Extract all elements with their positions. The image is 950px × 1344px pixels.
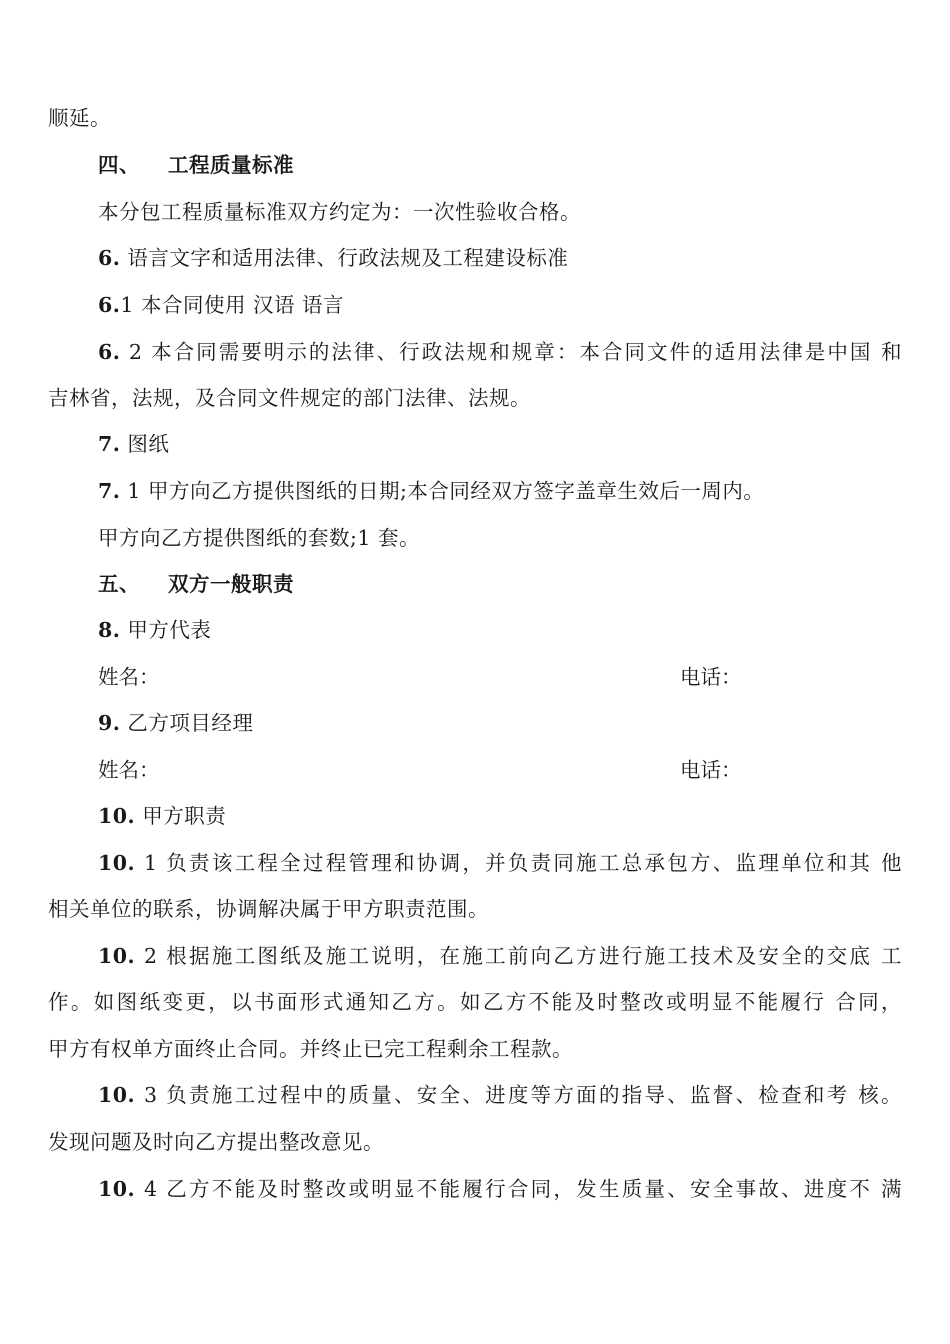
- text-line: [48, 104, 902, 132]
- phone-label: 电话：: [680, 758, 742, 782]
- paragraph-text: 甲方有权单方面终止合同。并终止已完工程剩余工程款。: [48, 1037, 573, 1061]
- clause-text: 1 本合同使用 汉语 语言: [120, 293, 344, 317]
- clause-number: 10.: [98, 944, 136, 968]
- clause-number: 7.: [98, 432, 121, 456]
- clause-text: 1 甲方向乙方提供图纸的日期;本合同经双方签字盖章生效后一周内。: [120, 479, 765, 503]
- clause-text: 甲方职责: [135, 804, 227, 828]
- clause-10: [98, 802, 902, 830]
- heading-number: 五、: [98, 572, 140, 596]
- clause-8: [98, 616, 902, 644]
- clause-text: 2 根据施工图纸及施工说明，在施工前向乙方进行施工技术及安全的交底 工: [135, 944, 902, 968]
- clause-number: 7.: [98, 479, 121, 503]
- heading-title: 工程质量标准: [168, 153, 294, 177]
- clause-number: 10.: [98, 804, 136, 828]
- clause-6-1: [98, 291, 902, 319]
- clause-text: 图纸: [120, 432, 170, 456]
- clause-text: 语言文字和适用法律、行政法规及工程建设标准: [120, 246, 569, 270]
- clause-10-2-cont2: [48, 1035, 902, 1063]
- clause-text: 4 乙方不能及时整改或明显不能履行合同，发生质量、安全事故、进度不 满: [135, 1177, 902, 1201]
- clause-10-1-cont: [48, 895, 902, 923]
- clause-number: 8.: [98, 618, 121, 642]
- paragraph-text: 发现问题及时向乙方提出整改意见。: [48, 1130, 384, 1154]
- paragraph-text: 甲方向乙方提供图纸的套数;1 套。: [98, 526, 420, 550]
- clause-number: 10.: [98, 1177, 136, 1201]
- heading-title: 双方一般职责: [168, 572, 294, 596]
- clause-text: 3 负责施工过程中的质量、安全、进度等方面的指导、监督、检查和考 核。: [135, 1083, 902, 1107]
- clause-text: 甲方代表: [120, 618, 212, 642]
- clause-7-1: [98, 477, 902, 505]
- clause-number: 6.: [98, 246, 121, 270]
- clause-text: 乙方项目经理: [120, 711, 254, 735]
- clause-number: 6.: [98, 293, 121, 317]
- clause-text: 2 本合同需要明示的法律、行政法规和规章：本合同文件的适用法律是中国 和: [120, 340, 902, 364]
- clause-number: 10.: [98, 1083, 136, 1107]
- paragraph-text: 相关单位的联系，协调解决属于甲方职责范围。: [48, 897, 489, 921]
- clause-6-2: [98, 338, 902, 366]
- name-label: 姓名：: [98, 758, 160, 782]
- paragraph-text: 本分包工程质量标准双方约定为：一次性验收合格。: [98, 200, 581, 224]
- clause-text: 1 负责该工程全过程管理和协调，并负责同施工总承包方、监理单位和其 他: [135, 851, 902, 875]
- text-line: [98, 198, 902, 226]
- section-heading-4: [98, 151, 902, 179]
- clause-number: 10.: [98, 851, 136, 875]
- clause-7-1-b: [98, 524, 902, 552]
- clause-10-3: [98, 1081, 902, 1109]
- clause-10-2-cont1: [48, 988, 902, 1016]
- clause-number: 9.: [98, 711, 121, 735]
- clause-10-4: [98, 1175, 902, 1203]
- paragraph-text: 吉林省，法规，及合同文件规定的部门法律、法规。: [48, 386, 531, 410]
- clause-10-3-cont: [48, 1128, 902, 1156]
- paragraph-text: 顺延。: [48, 106, 111, 130]
- paragraph-text: 作。如图纸变更，以书面形式通知乙方。如乙方不能及时整改或明显不能履行 合同，: [48, 990, 902, 1014]
- party-b-manager-fields: [98, 756, 902, 784]
- clause-6: [98, 244, 902, 272]
- clause-6-2-cont: [48, 384, 902, 412]
- clause-9: [98, 709, 902, 737]
- section-heading-5: [98, 570, 902, 598]
- party-a-rep-fields: [98, 663, 902, 691]
- clause-10-1: [98, 849, 902, 877]
- clause-number: 6.: [98, 340, 121, 364]
- name-label: 姓名：: [98, 665, 160, 689]
- heading-number: 四、: [98, 153, 140, 177]
- clause-7: [98, 430, 902, 458]
- clause-10-2: [98, 942, 902, 970]
- phone-label: 电话：: [680, 665, 742, 689]
